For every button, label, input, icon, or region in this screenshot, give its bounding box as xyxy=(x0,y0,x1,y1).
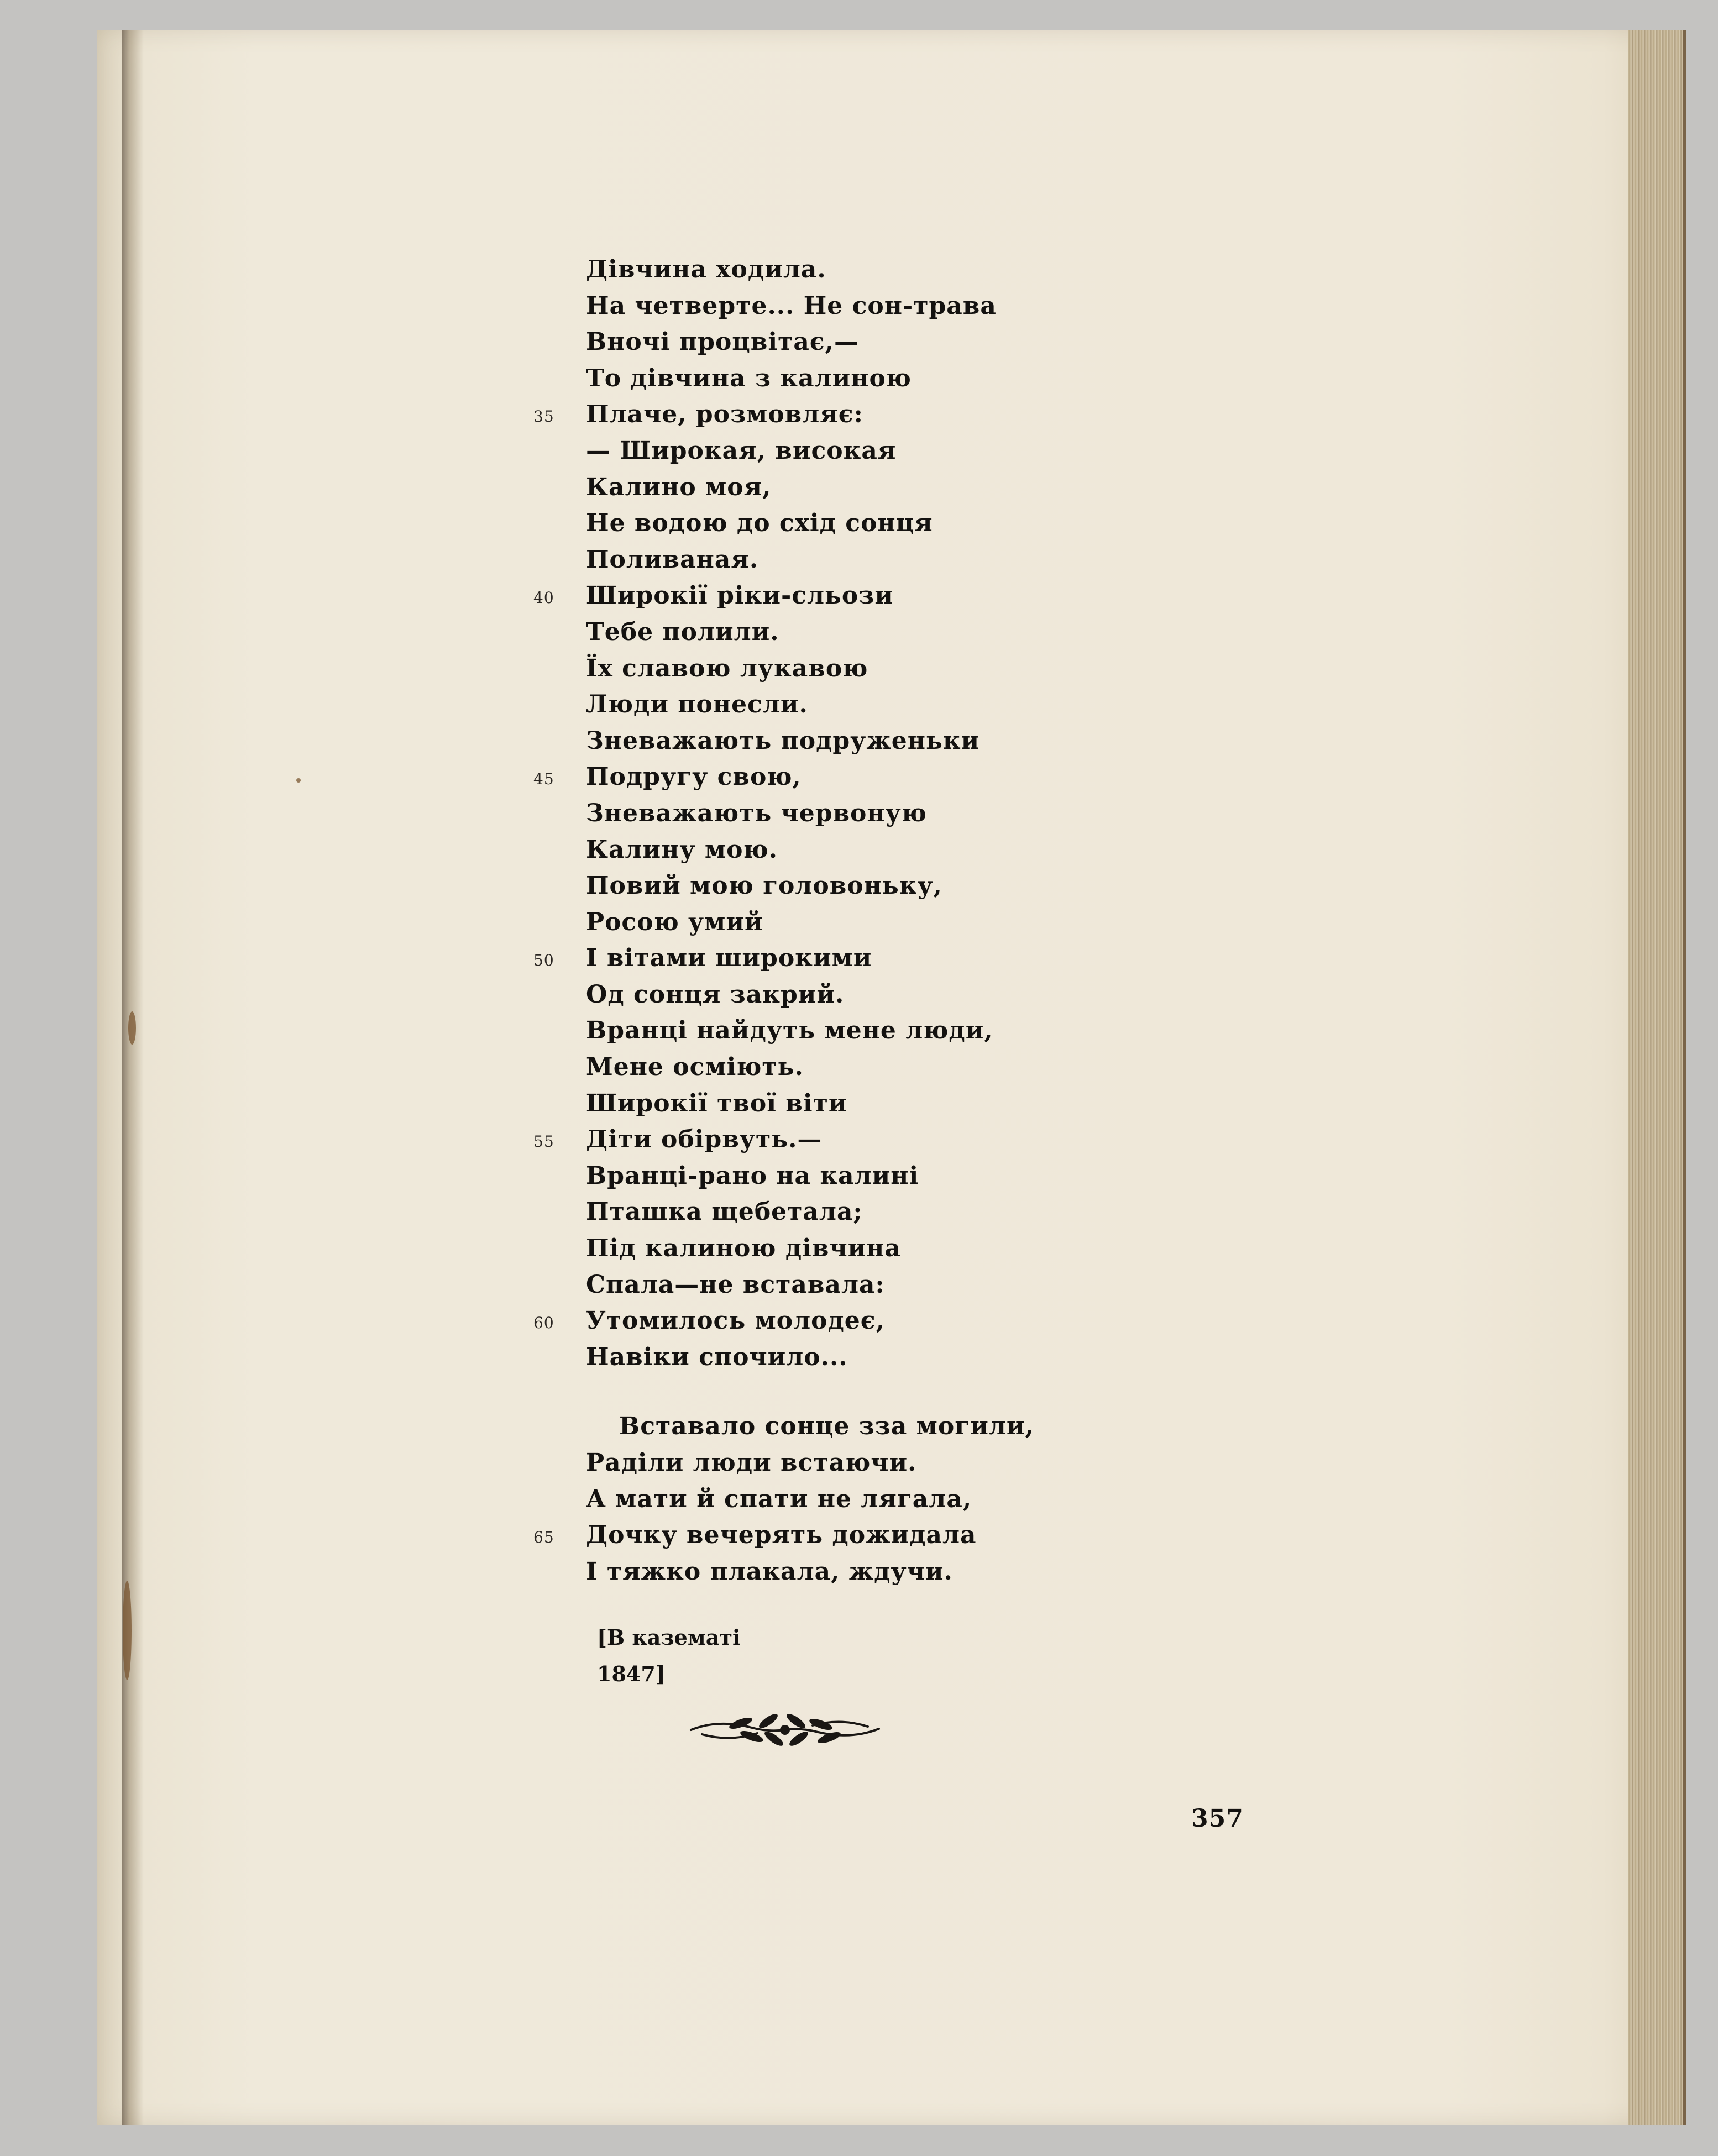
line-text: Зневажають подруженьки xyxy=(586,726,980,755)
line-text: Утомилось молодеє, xyxy=(586,1307,885,1335)
line-text: Раділи люди встаючи. xyxy=(586,1449,917,1477)
poem-line xyxy=(586,1013,1360,1049)
poem-line xyxy=(586,360,1360,397)
page-number: 357 xyxy=(1191,1804,1244,1833)
poem-line xyxy=(586,324,1360,360)
line-number: 45 xyxy=(533,770,554,789)
poem-line xyxy=(586,505,1360,542)
stain-mark xyxy=(128,1011,136,1045)
line-text: Подругу свою, xyxy=(586,763,802,791)
line-text: Тебе полили. xyxy=(586,617,779,646)
line-text: Вночі процвітає,— xyxy=(586,328,859,356)
line-number: 55 xyxy=(533,1132,554,1151)
poem-line xyxy=(533,1517,1360,1554)
poem-line xyxy=(586,904,1360,941)
line-text: Калино моя, xyxy=(586,473,772,501)
line-text: Дівчина ходила. xyxy=(586,255,826,284)
poem-line xyxy=(533,578,1360,614)
line-text: Росою умий xyxy=(586,907,763,936)
poem-line xyxy=(586,288,1360,324)
poem-line xyxy=(586,795,1360,832)
line-number: 35 xyxy=(533,407,554,426)
poem-line xyxy=(586,1408,1360,1445)
poem-line xyxy=(586,868,1360,904)
line-text: Спала—не вставала: xyxy=(586,1270,885,1299)
poem-line xyxy=(586,1554,1360,1590)
poem-line xyxy=(533,1303,1360,1339)
poem-line xyxy=(586,977,1360,1013)
line-text: Вранці найдуть мене люди, xyxy=(586,1016,993,1045)
line-text: Калину мою. xyxy=(586,835,778,864)
poem-line xyxy=(586,1194,1360,1230)
stain-mark xyxy=(123,1581,132,1680)
line-text: То дівчина з калиною xyxy=(586,364,912,392)
poem-line xyxy=(586,651,1360,687)
line-text: Дочку вечерять дожидала xyxy=(586,1521,977,1550)
dateline-place: [В казематі xyxy=(597,1625,741,1650)
dateline-year: 1847] xyxy=(597,1661,666,1686)
line-text: Широкії ріки-сльози xyxy=(586,581,893,610)
poem-line xyxy=(586,1267,1360,1303)
poem-line xyxy=(586,433,1360,469)
line-text: Вставало сонце зза могили, xyxy=(619,1412,1034,1441)
poem-line xyxy=(586,723,1360,759)
poem-line xyxy=(586,1230,1360,1267)
poem-line xyxy=(586,251,1360,288)
line-text: Поливаная. xyxy=(586,545,759,574)
poem-line xyxy=(586,1085,1360,1122)
stain-mark xyxy=(296,778,301,783)
line-text: І тяжко плакала, ждучи. xyxy=(586,1557,953,1586)
poem-line xyxy=(586,469,1360,506)
line-text: Широкії твої віти xyxy=(586,1089,847,1118)
poem-line xyxy=(533,940,1360,977)
line-text: Під калиною дівчина xyxy=(586,1234,902,1263)
floral-ornament-icon xyxy=(685,1708,884,1752)
line-number: 65 xyxy=(533,1528,554,1547)
line-text: Вранці-рано на калині xyxy=(586,1161,919,1190)
line-text: Повий мою головоньку, xyxy=(586,872,942,900)
line-text: Навіки спочило... xyxy=(586,1342,848,1371)
poem-line xyxy=(586,1049,1360,1085)
line-text: Мене осміють. xyxy=(586,1053,804,1082)
line-text: Пташка щебетала; xyxy=(586,1198,863,1226)
line-number: 50 xyxy=(533,951,554,970)
poem-line xyxy=(586,1339,1360,1376)
book-gutter xyxy=(122,30,144,2125)
poem-line xyxy=(586,1481,1360,1518)
poem-text xyxy=(533,251,1360,1590)
line-text: Од сонця закрий. xyxy=(586,980,845,1009)
line-text: На четверте... Не сон-трава xyxy=(586,291,997,320)
poem-line xyxy=(586,686,1360,723)
poem-dateline xyxy=(597,1619,740,1692)
poem-line xyxy=(586,1158,1360,1194)
line-text: — Широкая, високая xyxy=(586,436,897,465)
poem-line xyxy=(586,1445,1360,1481)
poem-line xyxy=(586,614,1360,651)
page-edges xyxy=(1628,30,1686,2125)
line-text: А мати й спати не лягала, xyxy=(586,1484,972,1513)
poem-line xyxy=(586,542,1360,578)
line-text: Плаче, розмовляє: xyxy=(586,400,863,429)
poem-line xyxy=(533,1121,1360,1158)
poem-line xyxy=(586,832,1360,868)
line-number: 60 xyxy=(533,1314,554,1333)
poem-line xyxy=(533,396,1360,433)
line-number: 40 xyxy=(533,589,554,607)
line-text: Їх славою лукавою xyxy=(586,654,868,683)
line-text: І вітами широкими xyxy=(586,944,872,973)
line-text: Не водою до схід сонця xyxy=(586,509,933,538)
poem-line xyxy=(533,759,1360,795)
line-text: Люди понесли. xyxy=(586,690,808,719)
line-text: Зневажають червоную xyxy=(586,799,927,827)
line-text: Діти обірвуть.— xyxy=(586,1125,823,1154)
